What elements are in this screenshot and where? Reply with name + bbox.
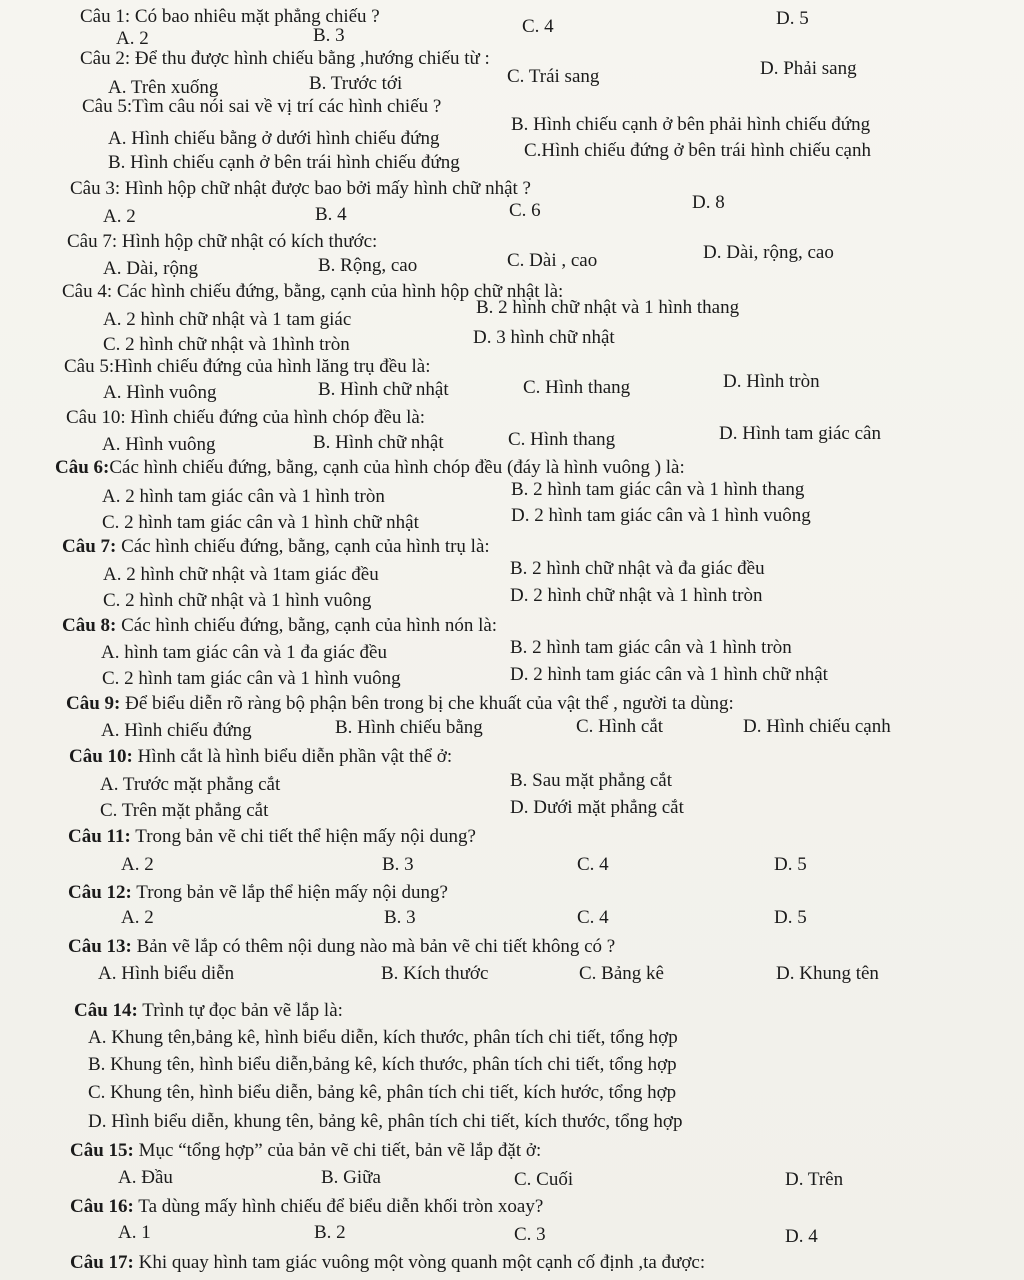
option-d: D. Khung tên: [776, 963, 879, 984]
option-c: C. Hình thang: [508, 429, 616, 450]
option-b2: B. Hình chiếu cạnh ở bên trái hình chiếu đứng: [108, 152, 460, 173]
question-text: Để biểu diễn rõ ràng bộ phận bên trong bị che khuất của vật thể , người ta dùng:: [125, 693, 734, 714]
question-17: [74, 1000, 343, 1022]
option-b: B. Rộng, cao: [318, 255, 418, 276]
option-b: B. Khung tên, hình biểu diễn,bảng kê, kích thước, phân tích chi tiết, tổng hợp: [88, 1054, 677, 1075]
question-label: Câu 5:: [82, 96, 133, 117]
option-b: B. Sau mặt phẳng cắt: [510, 770, 672, 791]
question-text: Trình tự đọc bản vẽ lắp là:: [142, 1000, 343, 1021]
question-label: Câu 10:: [69, 746, 133, 767]
question-2: [80, 48, 490, 70]
question-label: Câu 2:: [80, 48, 131, 69]
option-a: A. 2: [116, 28, 149, 49]
question-10: [62, 536, 490, 558]
option-c: C. 4: [522, 16, 554, 37]
question-text: Các hình chiếu đứng, bằng, cạnh của hình nón là:: [121, 615, 498, 636]
question-label: Câu 9:: [66, 693, 121, 714]
option-c: C. 2 hình tam giác cân và 1 hình vuông: [102, 668, 401, 689]
option-b: B. Hình chiếu cạnh ở bên phải hình chiếu đứng: [511, 114, 871, 135]
option-b: B. 3: [384, 907, 416, 928]
question-text: Để thu được hình chiếu bằng ,hướng chiếu từ :: [134, 48, 490, 69]
question-label: Câu 10:: [66, 407, 126, 428]
question-label: Câu 4:: [62, 281, 113, 302]
option-b: B. Hình chữ nhật: [313, 432, 444, 453]
option-c: C. 6: [509, 200, 541, 221]
question-label: Câu 6:: [55, 457, 110, 478]
option-c: C.Hình chiếu đứng ở bên trái hình chiếu cạnh: [524, 140, 871, 161]
option-a: A. Trên xuống: [108, 77, 219, 98]
question-label: Câu 8:: [62, 615, 117, 636]
option-c: C. Hình thang: [523, 377, 631, 398]
option-d: D. Trên: [785, 1169, 844, 1190]
option-a: A. Trước mặt phẳng cắt: [100, 774, 281, 795]
option-b: B. 2: [314, 1222, 346, 1243]
option-c: C. 2 hình chữ nhật và 1hình tròn: [103, 334, 350, 355]
option-c: C. 2 hình chữ nhật và 1 hình vuông: [103, 590, 372, 611]
question-label: Câu 16:: [70, 1196, 134, 1217]
option-c: C. Trái sang: [507, 66, 600, 87]
option-d: D. Dài, rộng, cao: [703, 242, 834, 263]
option-c: C. Bảng kê: [579, 963, 664, 984]
question-text: Ta dùng mấy hình chiếu để biểu diễn khối tròn xoay?: [138, 1196, 544, 1217]
option-a: A. 2 hình tam giác cân và 1 hình tròn: [102, 486, 385, 507]
question-15: [68, 882, 448, 904]
option-a: A. 2: [103, 206, 136, 227]
question-text: Có bao nhiêu mặt phẳng chiếu ?: [134, 6, 380, 27]
question-label: Câu 12:: [68, 882, 132, 903]
option-c: C. Trên mặt phẳng cắt: [100, 800, 269, 821]
option-d: D. Hình tam giác cân: [719, 423, 881, 444]
option-a: A. Hình vuông: [102, 434, 216, 455]
option-b: B. 3: [382, 854, 414, 875]
question-text: Trong bản vẽ chi tiết thể hiện mấy nội dung?: [135, 826, 476, 847]
question-label: Câu 17:: [70, 1252, 134, 1273]
option-b: B. Hình chiếu bằng: [335, 717, 483, 738]
question-text: Hình hộp chữ nhật được bao bởi mấy hình chữ nhật ?: [124, 178, 531, 199]
option-b: B. Giữa: [321, 1167, 381, 1188]
option-a: A. 2: [121, 907, 154, 928]
option-d: D. 5: [774, 907, 807, 928]
question-label: Câu 7:: [62, 536, 117, 557]
question-label: Câu 1:: [80, 6, 131, 27]
option-d: D. 2 hình tam giác cân và 1 hình chữ nhật: [510, 664, 828, 685]
option-a: A. Dài, rộng: [103, 258, 198, 279]
option-a: A. 2 hình chữ nhật và 1 tam giác: [103, 309, 352, 330]
option-a: A. Khung tên,bảng kê, hình biểu diễn, kích thước, phân tích chi tiết, tổng hợp: [88, 1027, 678, 1048]
question-18: [70, 1140, 541, 1162]
option-b: B. 4: [315, 204, 347, 225]
question-label: Câu 13:: [68, 936, 132, 957]
option-a: A. Hình chiếu bằng ở dưới hình chiếu đứng: [108, 128, 440, 149]
option-a: A. Đầu: [118, 1167, 173, 1188]
option-c: C. Khung tên, hình biểu diễn, bảng kê, phân tích chi tiết, kích hước, tổng hợp: [88, 1082, 677, 1103]
question-3: [82, 96, 441, 118]
option-d: D. Hình biểu diễn, khung tên, bảng kê, phân tích chi tiết, kích thước, tổng hợp: [88, 1111, 683, 1132]
question-text: Tìm câu nói sai về vị trí các hình chiếu ?: [132, 96, 442, 117]
option-c: C. Cuối: [514, 1169, 574, 1190]
option-a: A. 2: [121, 854, 154, 875]
question-19: [70, 1196, 543, 1218]
option-c: C. 3: [514, 1224, 546, 1245]
question-5: [67, 231, 377, 253]
question-label: Câu 7:: [67, 231, 118, 252]
question-label: Câu 14:: [74, 1000, 138, 1021]
option-b: B. Hình chữ nhật: [318, 379, 449, 400]
option-b: B. 2 hình chữ nhật và đa giác đều: [510, 558, 765, 579]
option-b: B. 3: [313, 25, 345, 46]
option-b: B. 2 hình chữ nhật và 1 hình thang: [476, 297, 740, 318]
question-text: Khi quay hình tam giác vuông một vòng quanh một cạnh cố định ,ta được:: [138, 1252, 706, 1273]
option-c: C. 4: [577, 854, 609, 875]
option-b: B. Trước tới: [309, 73, 403, 94]
question-text: Các hình chiếu đứng, bằng, cạnh của hình chóp đều (đáy là hình vuông ) là:: [109, 457, 685, 478]
question-20: [70, 1252, 705, 1274]
question-text: Bản vẽ lắp có thêm nội dung nào mà bản vẽ chi tiết không có ?: [136, 936, 616, 957]
question-text: Các hình chiếu đứng, bằng, cạnh của hình trụ là:: [121, 536, 490, 557]
question-label: Câu 11:: [68, 826, 131, 847]
option-b: B. 2 hình tam giác cân và 1 hình tròn: [510, 637, 792, 658]
question-label: Câu 3:: [70, 178, 121, 199]
option-d: D. 2 hình chữ nhật và 1 hình tròn: [510, 585, 763, 606]
option-a: A. Hình chiếu đứng: [101, 720, 252, 741]
option-d: D. Hình chiếu cạnh: [743, 716, 891, 737]
option-d: D. 4: [785, 1226, 818, 1247]
option-d: D. 2 hình tam giác cân và 1 hình vuông: [511, 505, 811, 526]
option-d: D. Phải sang: [760, 58, 857, 79]
question-text: Trong bản vẽ lắp thể hiện mấy nội dung?: [136, 882, 448, 903]
option-d: D. 3 hình chữ nhật: [473, 327, 615, 348]
question-11: [62, 615, 497, 637]
option-d: D. Dưới mặt phẳng cắt: [510, 797, 684, 818]
question-7: [64, 356, 430, 378]
question-text: Mục “tổng hợp” của bản vẽ chi tiết, bản vẽ lắp đặt ở:: [138, 1140, 542, 1161]
option-a: A. Hình vuông: [103, 382, 217, 403]
option-d: D. 5: [776, 8, 809, 29]
option-b: B. 2 hình tam giác cân và 1 hình thang: [511, 479, 805, 500]
question-label: Câu 15:: [70, 1140, 134, 1161]
question-9: [55, 457, 685, 479]
option-c: C. 2 hình tam giác cân và 1 hình chữ nhật: [102, 512, 419, 533]
question-text: Hình hộp chữ nhật có kích thước:: [121, 231, 378, 252]
question-14: [68, 826, 476, 848]
question-16: [68, 936, 615, 958]
option-a: A. 2 hình chữ nhật và 1tam giác đều: [103, 564, 379, 585]
question-8: [66, 407, 425, 429]
option-c: C. Hình cắt: [576, 716, 664, 737]
question-text: Các hình chiếu đứng, bằng, cạnh của hình hộp chữ nhật là:: [116, 281, 564, 302]
question-4: [70, 178, 531, 200]
question-12: [66, 693, 734, 715]
option-a: A. hình tam giác cân và 1 đa giác đều: [101, 642, 387, 663]
question-text: Hình cắt là hình biểu diễn phần vật thể ở:: [137, 746, 453, 767]
option-d: D. Hình tròn: [723, 371, 820, 392]
option-c: C. 4: [577, 907, 609, 928]
option-a: A. Hình biểu diễn: [98, 963, 235, 984]
question-text: Hình chiếu đứng của hình chóp đều là:: [130, 407, 426, 428]
question-13: [69, 746, 452, 768]
option-a: A. 1: [118, 1222, 151, 1243]
option-b: B. Kích thước: [381, 963, 489, 984]
option-d: D. 8: [692, 192, 725, 213]
option-c: C. Dài , cao: [507, 250, 598, 271]
question-text: Hình chiếu đứng của hình lăng trụ đều là:: [114, 356, 431, 377]
question-label: Câu 5:: [64, 356, 115, 377]
option-d: D. 5: [774, 854, 807, 875]
